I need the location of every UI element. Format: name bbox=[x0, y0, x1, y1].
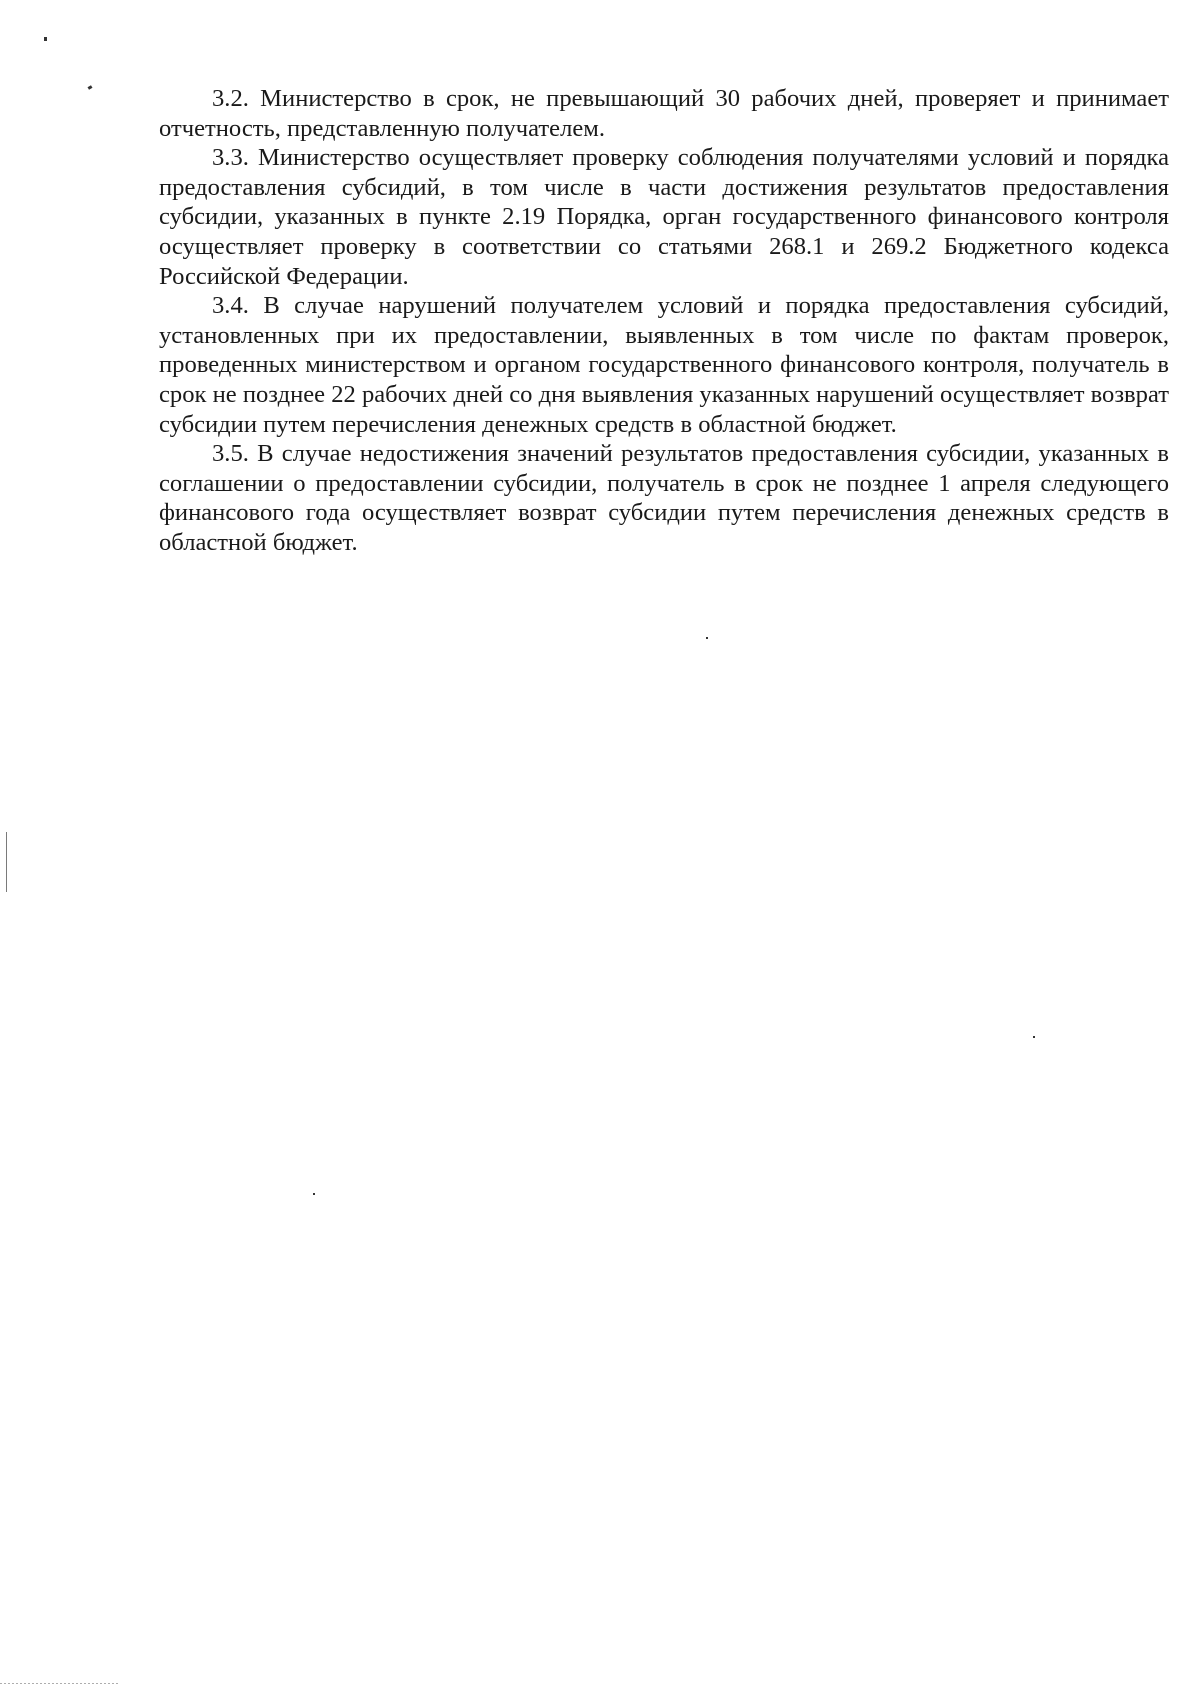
paragraph-3-3: 3.3. Министерство осуществляет проверку соблюдения получателями условий и порядка предоставления субсидий, в том числе в части достижения результатов предоставления субсидии, указанных в пункте 2.19 Порядка, орган государственного финансового контроля осуществляет проверку в соответствии со статьями 268.1 и 269.2 Бюджетного кодекса Российской Федерации. bbox=[159, 144, 1169, 290]
scan-speck bbox=[44, 37, 47, 41]
document-body bbox=[159, 84, 1169, 558]
paragraph-3-4: 3.4. В случае нарушений получателем условий и порядка предоставления субсидий, установленных при их предоставлении, выявленных в том числе по фактам проверок, проведенных министерством и органом государственного финансового контроля, получатель в срок не позднее 22 рабочих дней со дня выявления указанных нарушений осуществляет возврат субсидии путем перечисления денежных средств в областной бюджет. bbox=[159, 292, 1169, 438]
scan-speck bbox=[88, 85, 93, 90]
scan-speck bbox=[706, 637, 708, 639]
paragraph-3-2: 3.2. Министерство в срок, не превышающий 30 рабочих дней, проверяет и принимает отчетность, представленную получателем. bbox=[159, 85, 1169, 142]
scan-speck bbox=[313, 1193, 315, 1195]
scan-footer-noise bbox=[0, 1683, 120, 1684]
paragraph-3-5: 3.5. В случае недостижения значений результатов предоставления субсидии, указанных в соглашении о предоставлении субсидии, получатель в срок не позднее 1 апреля следующего финансового года осуществляет возврат субсидии путем перечисления денежных средств в областной бюджет. bbox=[159, 440, 1169, 556]
scan-edge-line bbox=[6, 832, 7, 892]
scan-speck bbox=[1033, 1036, 1035, 1038]
